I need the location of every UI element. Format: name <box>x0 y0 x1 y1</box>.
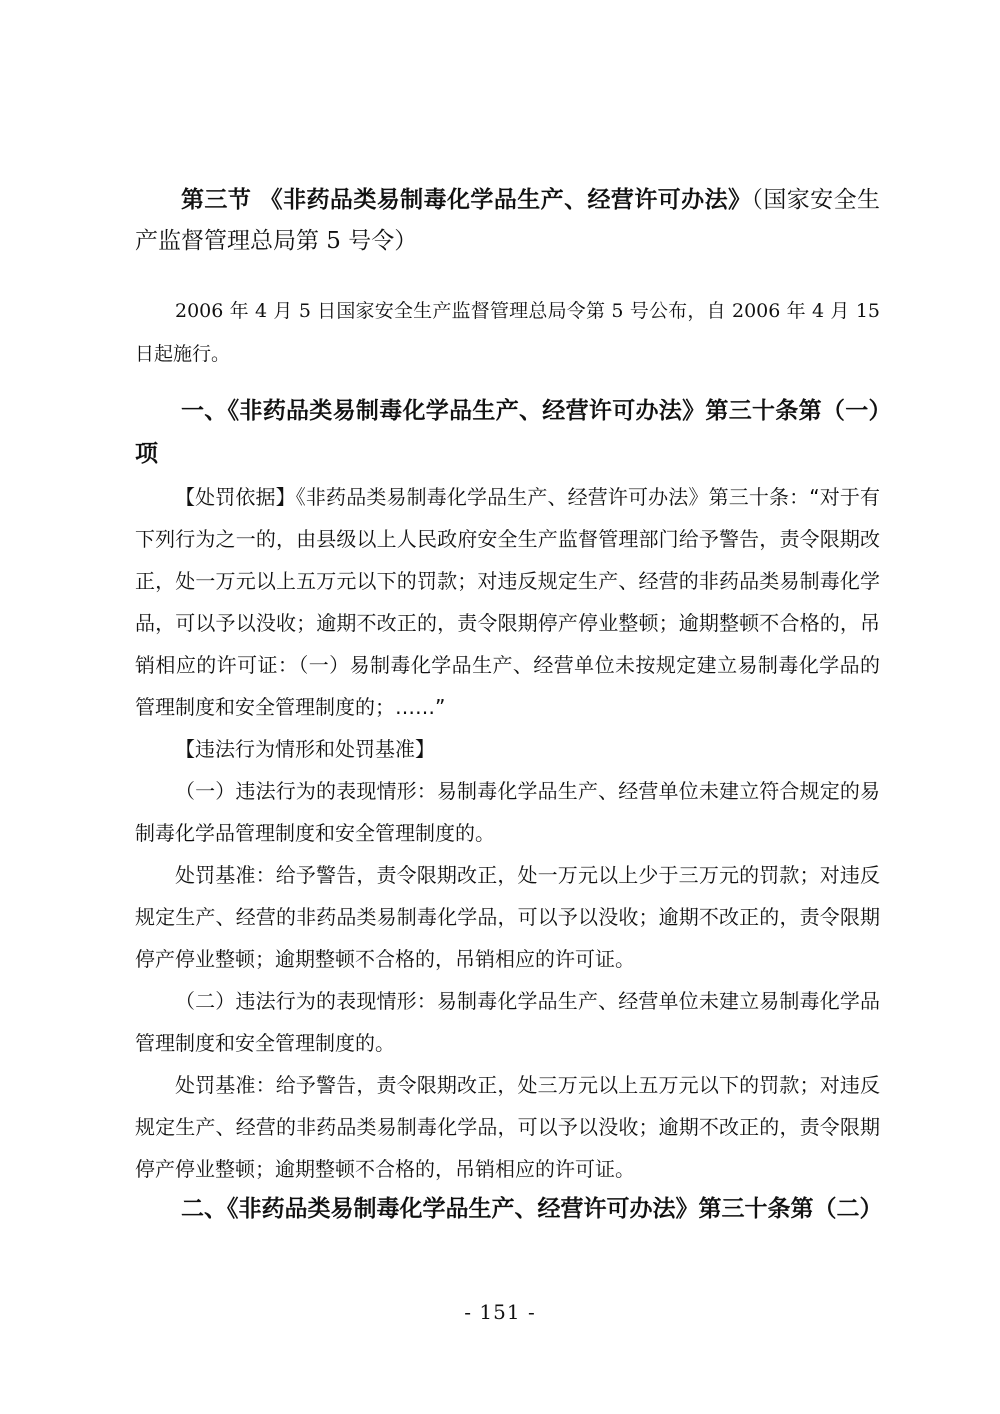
penalty-basis-paragraph: 【处罚依据】《非药品类易制毒化学品生产、经营许可办法》第三十条：“对于有下列行为之一的，由县级以上人民政府安全生产监督管理部门给予警告，责令限期改正，处一万元以上五万元以下的罚款；对违反规定生产、经营的非药品类易制毒化学品，可以予以没收；逾期不改正的，责令限期停产停业整顿；逾期整顿不合格的，吊销相应的许可证：（一）易制毒化学品生产、经营单位未按规定建立易制毒化学品的管理制度和安全管理制度的；……” <box>135 485 880 719</box>
penalty-standard-2: 处罚基准：给予警告，责令限期改正，处三万元以上五万元以下的罚款；对违反规定生产、经营的非药品类易制毒化学品，可以予以没收；逾期不改正的，责令限期停产停业整顿；逾期整顿不合格的，吊销相应的许可证。 <box>135 1073 880 1181</box>
article-body <box>135 476 880 1190</box>
section-title-sub: （国家安全生产监督管理总局第 5 号令） <box>135 187 881 254</box>
promulgation-note: 2006 年 4 月 5 日国家安全生产监督管理总局令第 5 号公布，自 2006 年 4 月 15 日起施行。 <box>135 300 880 365</box>
violation-standard-heading: 【违法行为情形和处罚基准】 <box>175 737 435 761</box>
section-title-main: 第三节 《非药品类易制毒化学品生产、经营许可办法》 <box>181 187 752 213</box>
heading-article-30-item-2: 二、《非药品类易制毒化学品生产、经营许可办法》第三十条第（二） <box>181 1196 883 1222</box>
violation-case-2: （二）违法行为的表现情形：易制毒化学品生产、经营单位未建立易制毒化学品管理制度和安全管理制度的。 <box>135 989 880 1055</box>
page-number: - 151 - <box>464 1300 536 1324</box>
heading-article-30-item-1: 一、《非药品类易制毒化学品生产、经营许可办法》第三十条第（一）项 <box>135 398 880 467</box>
violation-case-1: （一）违法行为的表现情形：易制毒化学品生产、经营单位未建立符合规定的易制毒化学品管理制度和安全管理制度的。 <box>135 779 880 845</box>
section-title <box>135 180 880 262</box>
penalty-standard-1: 处罚基准：给予警告，责令限期改正，处一万元以上少于三万元的罚款；对违反规定生产、经营的非药品类易制毒化学品，可以予以没收；逾期不改正的，责令限期停产停业整顿；逾期整顿不合格的，吊销相应的许可证。 <box>135 863 880 971</box>
